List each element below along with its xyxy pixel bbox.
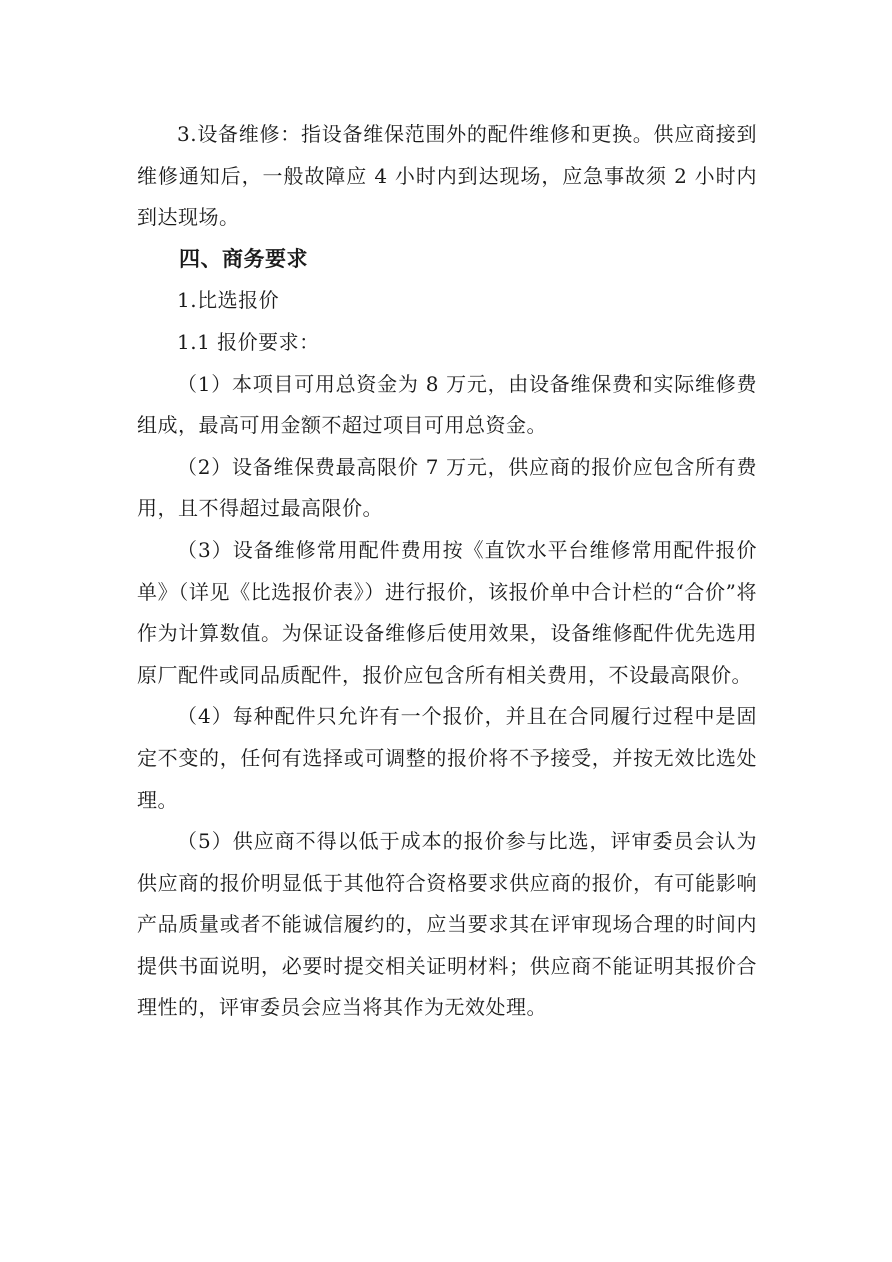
paragraph-item-4: （4）每种配件只允许有一个报价，并且在合同履行过程中是固定不变的，任何有选择或可调整的报价将不予接受，并按无效比选处理。 bbox=[137, 704, 757, 812]
section-heading-business-requirements: 四、商务要求 bbox=[179, 246, 308, 271]
paragraph-equipment-repair: 3.设备维修：指设备维保范围外的配件维修和更换。供应商接到维修通知后，一般故障应 4 小时内到达现场，应急事故须 2 小时内到达现场。 bbox=[137, 122, 757, 230]
paragraph-item-1: （1）本项目可用总资金为 8 万元，由设备维保费和实际维修费组成，最高可用金额不超过项目可用总资金。 bbox=[137, 371, 757, 438]
paragraph-item-3: （3）设备维修常用配件费用按《直饮水平台维修常用配件报价单》（详见《比选报价表》）进行报价，该报价单中合计栏的“合价”将作为计算数值。为保证设备维修后使用效果，设备维修配件优先选用原厂配件或同品质配件，报价应包含所有相关费用，不设最高限价。 bbox=[137, 537, 757, 687]
document-body bbox=[137, 114, 757, 1029]
subheading-quotation-requirements: 1.1 报价要求： bbox=[177, 329, 320, 354]
paragraph-item-2: （2）设备维保费最高限价 7 万元，供应商的报价应包含所有费用，且不得超过最高限价。 bbox=[137, 454, 757, 521]
subheading-bid-quotation: 1.比选报价 bbox=[177, 288, 280, 313]
paragraph-item-5: （5）供应商不得以低于成本的报价参与比选，评审委员会认为供应商的报价明显低于其他符合资格要求供应商的报价，有可能影响产品质量或者不能诚信履约的，应当要求其在评审现场合理的时间内提供书面说明，必要时提交相关证明材料；供应商不能证明其报价合理性的，评审委员会应当将其作为无效处理。 bbox=[137, 829, 757, 1020]
